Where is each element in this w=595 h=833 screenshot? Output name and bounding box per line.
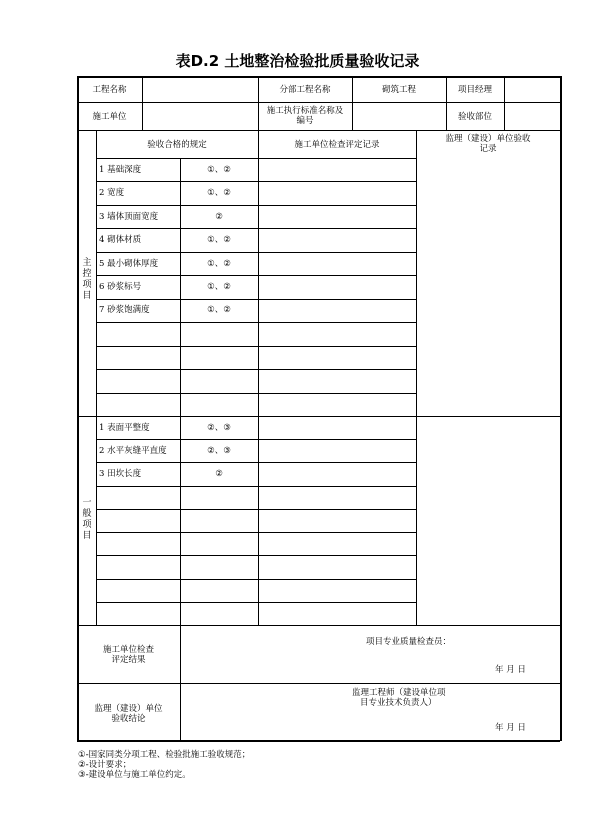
main-item-basis: ①、②: [207, 188, 231, 198]
main-item-name: 5 最小砌体厚度: [99, 259, 159, 269]
table-row-line: [96, 555, 416, 556]
header-bottom: [77, 130, 560, 131]
general-items-label-char: 目: [82, 531, 92, 541]
general-item-basis: ②、③: [207, 446, 231, 456]
project-name-field[interactable]: [143, 77, 257, 101]
supervising-engineer-label: 监理工程师（建设单位项: [352, 688, 446, 698]
table-row-line: [96, 322, 416, 323]
main-item-record-cell[interactable]: [259, 276, 415, 297]
record-column-header: 施工单位检查评定记录: [294, 140, 380, 150]
main-item-record-cell[interactable]: [259, 253, 415, 274]
table-row-line: [96, 579, 416, 580]
table-row-line: [96, 509, 416, 510]
main-item-name: 4 砌体材质: [99, 235, 142, 245]
supervision-column-header: 监理（建设）单位验收: [445, 134, 531, 144]
main-items-label-char: 项: [82, 280, 92, 290]
general-items-label-char: 项: [82, 520, 92, 530]
main-item-record-cell[interactable]: [259, 229, 415, 250]
supervisor-date: 年 月 日: [495, 723, 526, 733]
main-items-label-char: 目: [82, 291, 92, 301]
standard-label-2: 编号: [296, 116, 314, 126]
table-row-line: [96, 346, 416, 347]
general-item-name: 3 田坎长度: [99, 469, 142, 479]
general-items-label-char: 般: [82, 509, 92, 519]
sub-project-label: 分部工程名称: [279, 85, 331, 95]
construction-unit-label: 施工单位: [92, 112, 127, 122]
supervisor-conclusion-label-2: 验收结论: [111, 714, 146, 724]
page-title: 表D.2 土地整治检验批质量验收记录: [175, 52, 420, 70]
standard-field[interactable]: [353, 103, 445, 129]
main-supervision-cell[interactable]: [417, 159, 559, 415]
main-items-label-char: 控: [82, 269, 92, 279]
note-3: ③-建设单位与施工单位约定。: [78, 770, 191, 780]
table-bottom-border: [77, 740, 560, 742]
table-row-line: [96, 369, 416, 370]
main-item-basis: ①、②: [207, 282, 231, 292]
table-left-border: [77, 76, 79, 741]
general-item-name: 2 水平灰缝平直度: [99, 446, 167, 456]
sub-project-value: 砌筑工程: [381, 85, 416, 95]
spec-column-header: 验收合格的规定: [147, 140, 207, 150]
standard-label: 施工执行标准名称及: [266, 106, 344, 116]
general-supervision-cell[interactable]: [417, 417, 559, 624]
supervisor-conclusion-label: 监理（建设）单位: [94, 704, 163, 714]
main-item-record-cell[interactable]: [259, 300, 415, 321]
main-item-name: 6 砂浆标号: [99, 282, 142, 292]
general-item-record-cell[interactable]: [259, 440, 415, 461]
quality-inspector-label: 项目专业质量检查员：: [366, 637, 452, 647]
main-item-basis: ①、②: [207, 305, 231, 315]
main-item-record-cell[interactable]: [259, 159, 415, 180]
contractor-result-field[interactable]: [181, 626, 559, 682]
table-row-line: [96, 532, 416, 533]
general-item-basis: ②: [215, 469, 223, 479]
project-manager-label: 项目经理: [457, 85, 492, 95]
general-item-name: 1 表面平整度: [99, 423, 150, 433]
main-item-basis: ①、②: [207, 259, 231, 269]
main-item-name: 3 墙体顶面宽度: [99, 212, 159, 222]
table-row-line: [96, 486, 416, 487]
main-item-record-cell[interactable]: [259, 182, 415, 203]
main-item-basis: ②: [215, 212, 223, 222]
main-item-name: 2 宽度: [99, 188, 125, 198]
main-item-basis: ①、②: [207, 165, 231, 175]
project-manager-field[interactable]: [505, 77, 559, 101]
note-2: ②-设计要求；: [78, 760, 132, 770]
contractor-result-label-2: 评定结果: [111, 655, 146, 665]
table-row-line: [96, 393, 416, 394]
main-item-basis: ①、②: [207, 235, 231, 245]
main-item-name: 1 基础深度: [99, 165, 142, 175]
project-name-label: 工程名称: [92, 85, 127, 95]
supervision-column-header-2: 记录: [479, 144, 497, 154]
contractor-result-label: 施工单位检查: [102, 645, 154, 655]
general-items-label-char: 一: [82, 498, 92, 508]
general-item-basis: ②、③: [207, 423, 231, 433]
general-item-record-cell[interactable]: [259, 463, 415, 484]
note-1: ①-国家同类分项工程、检验批施工验收规范；: [78, 750, 251, 760]
table-right-border: [560, 76, 562, 741]
general-item-record-cell[interactable]: [259, 417, 415, 438]
main-items-label-char: 主: [82, 258, 92, 268]
supervisor-conclusion-field[interactable]: [181, 684, 559, 739]
table-row-line: [96, 602, 416, 603]
inspection-part-field[interactable]: [505, 103, 559, 129]
construction-unit-field[interactable]: [143, 103, 257, 129]
main-item-record-cell[interactable]: [259, 206, 415, 227]
inspection-part-label: 验收部位: [457, 112, 492, 122]
contractor-date: 年 月 日: [495, 665, 526, 675]
main-item-name: 7 砂浆饱满度: [99, 305, 150, 315]
supervising-engineer-label-2: 目专业技术负责人）: [360, 698, 437, 708]
